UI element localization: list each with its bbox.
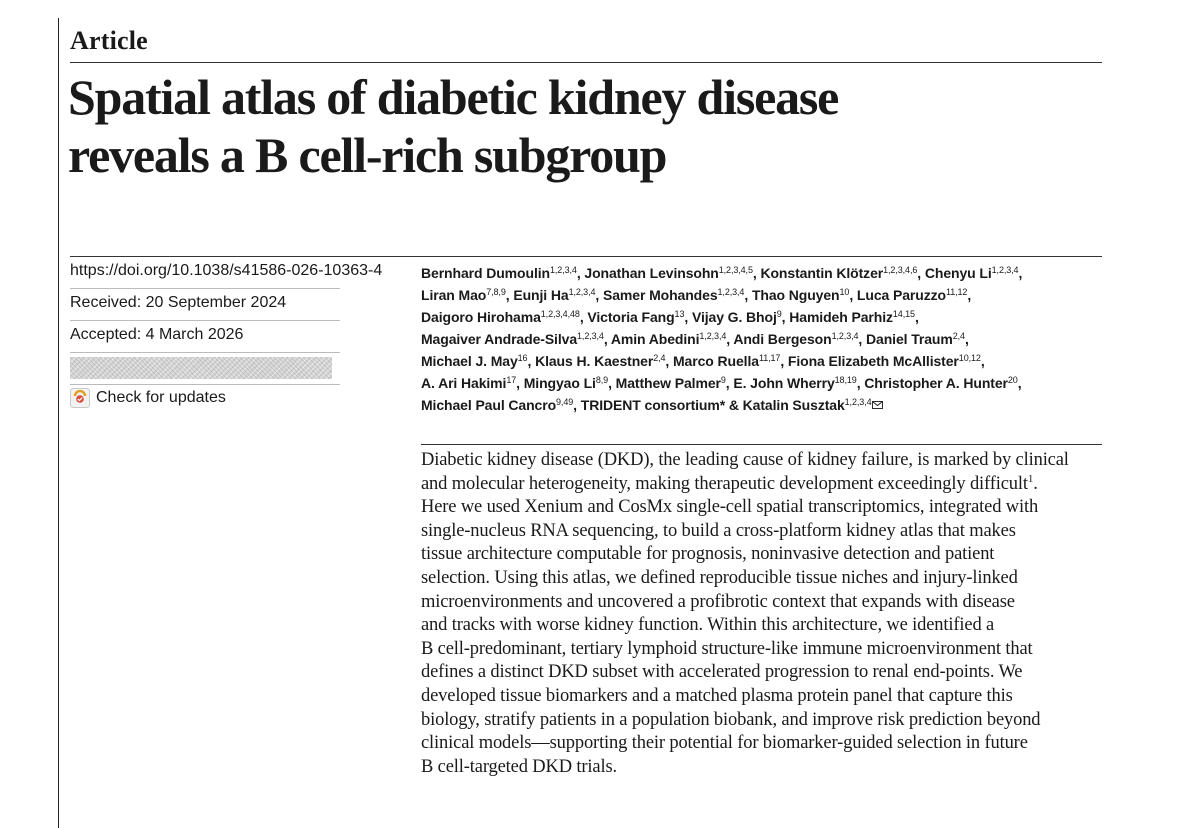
- author-list: [421, 262, 1111, 416]
- author-separator: ,: [725, 375, 734, 391]
- abstract-text: clinical models—supporting their potential for biomarker-guided selection in future: [421, 733, 1028, 754]
- author-separator: ,: [744, 287, 752, 303]
- author-name[interactable]: Michael Paul Cancro: [421, 397, 557, 413]
- abstract-text: B cell-targeted DKD trials.: [421, 756, 617, 777]
- author-affiliation: 13: [674, 309, 685, 319]
- meta-divider: [70, 384, 340, 385]
- redacted-block: [70, 357, 332, 379]
- abstract-line: [421, 614, 1111, 638]
- author-affiliation: 18,19: [834, 375, 857, 385]
- author-affiliation: 1,2,3,4: [831, 331, 859, 341]
- author-affiliation: 16: [517, 353, 528, 363]
- author-name[interactable]: Hamideh Parhiz: [789, 309, 893, 325]
- author-separator: ,: [914, 309, 919, 325]
- author-separator: ,: [752, 265, 761, 281]
- author-name[interactable]: Magaiver Andrade-Silva: [421, 331, 578, 347]
- author-name[interactable]: Fiona Elizabeth McAllister: [787, 353, 959, 369]
- author-name[interactable]: Luca Paruzzo: [856, 287, 946, 303]
- author-name[interactable]: Vijay G. Bhoj: [691, 309, 777, 325]
- header-rule: [70, 62, 1102, 63]
- reference-citation[interactable]: 1: [1027, 472, 1034, 485]
- title-line: Spatial atlas of diabetic kidney disease: [68, 69, 839, 125]
- author-name[interactable]: Samer Mohandes: [602, 287, 718, 303]
- author-name[interactable]: Klaus H. Kaestner: [535, 353, 654, 369]
- author-separator: ,: [780, 353, 788, 369]
- article-type-label: Article: [70, 26, 148, 55]
- author-affiliation: 14,15: [892, 309, 915, 319]
- author-separator: ,: [576, 265, 585, 281]
- abstract-line: [421, 473, 1111, 497]
- abstract-line: [421, 685, 1111, 709]
- author-separator: ,: [856, 375, 865, 391]
- abstract-line: [421, 543, 1111, 567]
- abstract-line: [421, 496, 1111, 520]
- abstract-text: Here we used Xenium and CosMx single-cell spatial transcriptomics, integrated with: [421, 497, 1039, 518]
- abstract: [421, 449, 1111, 779]
- author-line: [421, 350, 1111, 372]
- author-separator: ,: [603, 331, 611, 347]
- abstract-line: [421, 567, 1111, 591]
- abstract-text: and molecular heterogeneity, making therapeutic development exceedingly difficult: [421, 473, 1028, 494]
- abstract-text: Diabetic kidney disease (DKD), the leading cause of kidney failure, is marked by clinical: [421, 450, 1069, 470]
- abstract-text: tissue architecture computable for prognosis, noninvasive detection and patient: [421, 544, 995, 565]
- author-affiliation: 10: [839, 287, 850, 297]
- author-separator: ,: [527, 353, 536, 369]
- author-affiliation: 2,4: [952, 331, 965, 341]
- check-for-updates-button[interactable]: [70, 388, 226, 408]
- abstract-text: and tracks with worse kidney function. Within this architecture, we identified a: [421, 615, 995, 636]
- metadata-rule: [70, 256, 1102, 257]
- abstract-line: [421, 520, 1111, 544]
- author-affiliation: 1,2,3,4,6: [883, 265, 918, 275]
- author-affiliation: 8,9: [595, 375, 609, 385]
- author-separator: ,: [579, 309, 588, 325]
- author-separator: ,: [1018, 265, 1023, 281]
- author-separator: ,: [595, 287, 603, 303]
- author-separator: ,: [858, 331, 866, 347]
- author-separator: ,: [967, 287, 972, 303]
- author-affiliation: 2,4: [653, 353, 666, 363]
- abstract-text: microenvironments and uncovered a profibrotic context that expands with disease: [421, 591, 1015, 612]
- received-date: Received: 20 September 2024: [70, 294, 287, 311]
- article-title: [68, 68, 1108, 184]
- meta-divider: [70, 320, 340, 321]
- author-separator: ,: [781, 309, 790, 325]
- author-name[interactable]: Daigoro Hirohama: [421, 309, 541, 325]
- author-affiliation: 20: [1007, 375, 1018, 385]
- author-affiliation: 1,2,3,4: [577, 331, 604, 341]
- author-name[interactable]: E. John Wherry: [733, 375, 835, 391]
- author-line: [421, 394, 1111, 416]
- author-name[interactable]: Daniel Traum: [866, 331, 953, 347]
- author-line: [421, 372, 1111, 394]
- meta-divider: [70, 288, 340, 289]
- author-affiliation: 1,2,3,4: [568, 287, 596, 297]
- abstract-text: selection. Using this atlas, we defined reproducible tissue niches and injury-linked: [421, 567, 1018, 588]
- author-name[interactable]: Amin Abedini: [610, 331, 700, 347]
- abstract-line: [421, 756, 1111, 780]
- abstract-text: developed tissue biomarkers and a matched plasma protein panel that capture this: [421, 685, 1013, 706]
- author-affiliation: 1,2,3,4,48: [540, 309, 580, 319]
- author-separator: ,: [684, 309, 692, 325]
- title-line: reveals a B cell-rich subgroup: [68, 127, 667, 183]
- author-separator: ,: [849, 287, 857, 303]
- author-line: [421, 262, 1111, 284]
- author-name[interactable]: Jonathan Levinsohn: [584, 265, 719, 281]
- author-separator: ,: [726, 331, 734, 347]
- left-margin-rule: [58, 18, 59, 828]
- author-separator: ,: [980, 353, 985, 369]
- author-name[interactable]: TRIDENT consortium*: [580, 397, 726, 413]
- author-affiliation: 1,2,3,4: [699, 331, 727, 341]
- author-name[interactable]: Mingyao Li: [523, 375, 596, 391]
- author-name[interactable]: Thao Nguyen: [751, 287, 840, 303]
- author-affiliation: 1,2,3,4: [549, 265, 577, 275]
- doi-link[interactable]: https://doi.org/10.1038/s41586-026-10363-4: [70, 262, 383, 279]
- author-affiliation: 1,2,3,4: [844, 397, 872, 407]
- author-affiliation: 11,17: [758, 353, 781, 363]
- author-affiliation: 1,2,3,4,5: [718, 265, 753, 275]
- author-separator: &: [725, 397, 743, 413]
- author-separator: ,: [608, 375, 616, 391]
- author-affiliation: 10,12: [958, 353, 981, 363]
- author-name[interactable]: Chenyu Li: [924, 265, 992, 281]
- abstract-rule: [421, 444, 1102, 445]
- author-name[interactable]: Andi Bergeson: [733, 331, 832, 347]
- author-name[interactable]: Michael J. May: [421, 353, 518, 369]
- abstract-line: [421, 661, 1111, 685]
- abstract-line: [421, 732, 1111, 756]
- author-name[interactable]: Christopher A. Hunter: [864, 375, 1008, 391]
- author-separator: ,: [573, 397, 581, 413]
- author-line: [421, 306, 1111, 328]
- author-separator: ,: [665, 353, 673, 369]
- abstract-line: [421, 449, 1111, 473]
- abstract-line: [421, 709, 1111, 733]
- author-name[interactable]: A. Ari Hakimi: [421, 375, 507, 391]
- abstract-line: [421, 638, 1111, 662]
- check-for-updates-label: Check for updates: [96, 389, 226, 406]
- abstract-text: defines a distinct DKD subset with accelerated progression to renal end-points. We: [421, 662, 1023, 683]
- author-name[interactable]: Konstantin Klötzer: [760, 265, 884, 281]
- author-name[interactable]: Eunji Ha: [513, 287, 569, 303]
- author-name[interactable]: Marco Ruella: [673, 353, 759, 369]
- author-name[interactable]: Katalin Susztak: [742, 397, 845, 413]
- author-affiliation: 11,12: [945, 287, 968, 297]
- author-affiliation: 1,2,3,4: [991, 265, 1019, 275]
- author-separator: ,: [505, 287, 514, 303]
- envelope-icon[interactable]: [872, 401, 883, 409]
- author-affiliation: 9: [776, 309, 782, 319]
- author-name[interactable]: Victoria Fang: [587, 309, 675, 325]
- author-separator: ,: [1017, 375, 1022, 391]
- author-line: [421, 284, 1111, 306]
- author-affiliation: 9: [720, 375, 726, 385]
- meta-divider: [70, 352, 340, 353]
- author-name[interactable]: Matthew Palmer: [615, 375, 721, 391]
- abstract-text: B cell-predominant, tertiary lymphoid structure-like immune microenvironment that: [421, 638, 1033, 659]
- author-name[interactable]: Bernhard Dumoulin: [421, 265, 550, 281]
- abstract-punctuation: .: [1033, 473, 1038, 494]
- abstract-text: biology, stratify patients in a population biobank, and improve risk prediction beyond: [421, 709, 1041, 730]
- author-affiliation: 17: [506, 375, 517, 385]
- author-affiliation: 9,49: [556, 397, 574, 407]
- author-affiliation: 7,8,9: [486, 287, 506, 297]
- author-separator: ,: [917, 265, 925, 281]
- author-line: [421, 328, 1111, 350]
- accepted-date: Accepted: 4 March 2026: [70, 326, 244, 343]
- author-separator: ,: [516, 375, 524, 391]
- author-separator: ,: [964, 331, 969, 347]
- crossmark-icon: [70, 388, 90, 408]
- author-name[interactable]: Liran Mao: [421, 287, 487, 303]
- abstract-line: [421, 591, 1111, 615]
- abstract-text: single-nucleus RNA sequencing, to build a cross-platform kidney atlas that makes: [421, 520, 1016, 541]
- author-affiliation: 1,2,3,4: [717, 287, 745, 297]
